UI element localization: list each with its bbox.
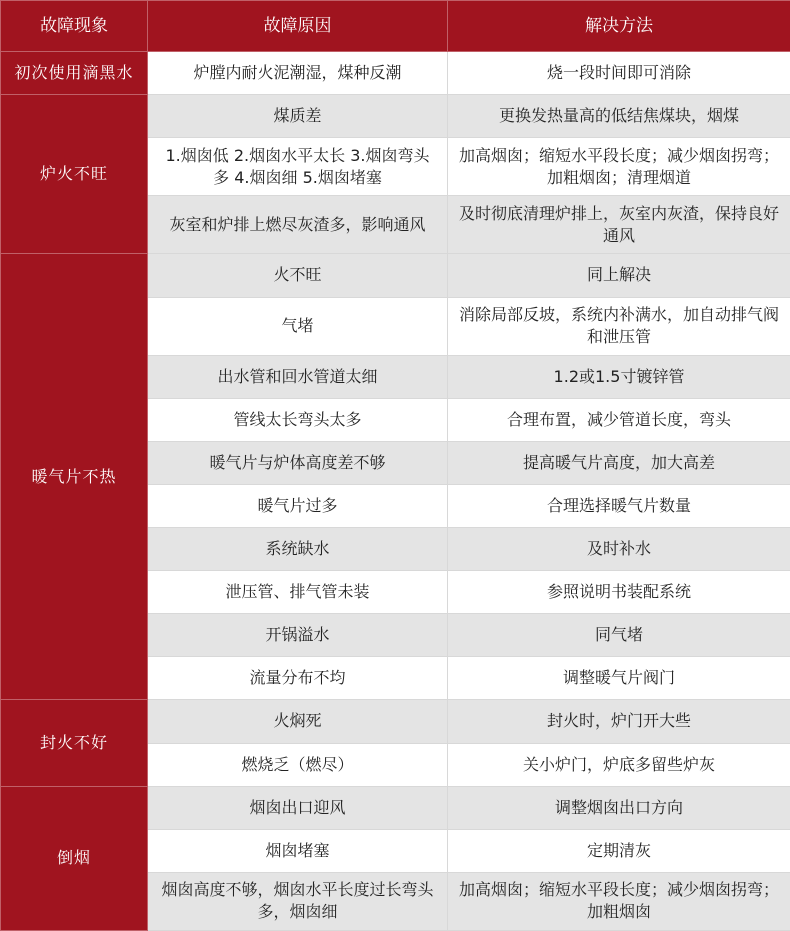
header-row <box>1 1 790 52</box>
cause-cell: 管线太长弯头太多 <box>148 398 448 441</box>
symptom-cell: 封火不好 <box>1 700 148 786</box>
cause-cell: 烟囱高度不够，烟囱水平长度过长弯头多，烟囱细 <box>148 872 448 930</box>
cause-cell: 火焖死 <box>148 700 448 743</box>
solution-cell: 调整暖气片阀门 <box>448 657 790 700</box>
solution-cell: 封火时，炉门开大些 <box>448 700 790 743</box>
cause-cell: 暖气片过多 <box>148 484 448 527</box>
header-cause: 故障原因 <box>148 1 448 52</box>
solution-cell: 合理选择暖气片数量 <box>448 484 790 527</box>
solution-cell: 及时补水 <box>448 528 790 571</box>
solution-cell: 加高烟囱；缩短水平段长度；减少烟囱拐弯；加粗烟囱 <box>448 872 790 930</box>
solution-cell: 消除局部反坡，系统内补满水，加自动排气阀和泄压管 <box>448 297 790 355</box>
cause-cell: 灰室和炉排上燃尽灰渣多，影响通风 <box>148 196 448 254</box>
cause-cell: 气堵 <box>148 297 448 355</box>
solution-cell: 同上解决 <box>448 254 790 297</box>
solution-cell: 参照说明书装配系统 <box>448 571 790 614</box>
table-row <box>1 254 790 297</box>
cause-cell: 出水管和回水管道太细 <box>148 355 448 398</box>
table-row <box>1 52 790 95</box>
symptom-cell: 倒烟 <box>1 786 148 930</box>
solution-cell: 加高烟囱；缩短水平段长度；减少烟囱拐弯；加粗烟囱；清理烟道 <box>448 138 790 196</box>
header-solution: 解决方法 <box>448 1 790 52</box>
symptom-cell: 初次使用滴黑水 <box>1 52 148 95</box>
cause-cell: 炉膛内耐火泥潮湿，煤种反潮 <box>148 52 448 95</box>
solution-cell: 同气堵 <box>448 614 790 657</box>
solution-cell: 烧一段时间即可消除 <box>448 52 790 95</box>
table-row <box>1 786 790 829</box>
solution-cell: 调整烟囱出口方向 <box>448 786 790 829</box>
solution-cell: 更换发热量高的低结焦煤块，烟煤 <box>448 95 790 138</box>
cause-cell: 烟囱堵塞 <box>148 829 448 872</box>
cause-cell: 1.烟囱低 2.烟囱水平太长 3.烟囱弯头多 4.烟囱细 5.烟囱堵塞 <box>148 138 448 196</box>
solution-cell: 提高暖气片高度，加大高差 <box>448 441 790 484</box>
cause-cell: 火不旺 <box>148 254 448 297</box>
cause-cell: 暖气片与炉体高度差不够 <box>148 441 448 484</box>
solution-cell: 定期清灰 <box>448 829 790 872</box>
cause-cell: 系统缺水 <box>148 528 448 571</box>
symptom-cell: 暖气片不热 <box>1 254 148 700</box>
table-row <box>1 95 790 138</box>
cause-cell: 煤质差 <box>148 95 448 138</box>
solution-cell: 1.2或1.5寸镀锌管 <box>448 355 790 398</box>
cause-cell: 烟囱出口迎风 <box>148 786 448 829</box>
cause-cell: 流量分布不均 <box>148 657 448 700</box>
cause-cell: 燃烧乏（燃尽） <box>148 743 448 786</box>
symptom-cell: 炉火不旺 <box>1 95 148 254</box>
cause-cell: 开锅溢水 <box>148 614 448 657</box>
solution-cell: 关小炉门，炉底多留些炉灰 <box>448 743 790 786</box>
table-row <box>1 700 790 743</box>
header-symptom: 故障现象 <box>1 1 148 52</box>
solution-cell: 合理布置，减少管道长度，弯头 <box>448 398 790 441</box>
cause-cell: 泄压管、排气管未装 <box>148 571 448 614</box>
solution-cell: 及时彻底清理炉排上，灰室内灰渣，保持良好通风 <box>448 196 790 254</box>
